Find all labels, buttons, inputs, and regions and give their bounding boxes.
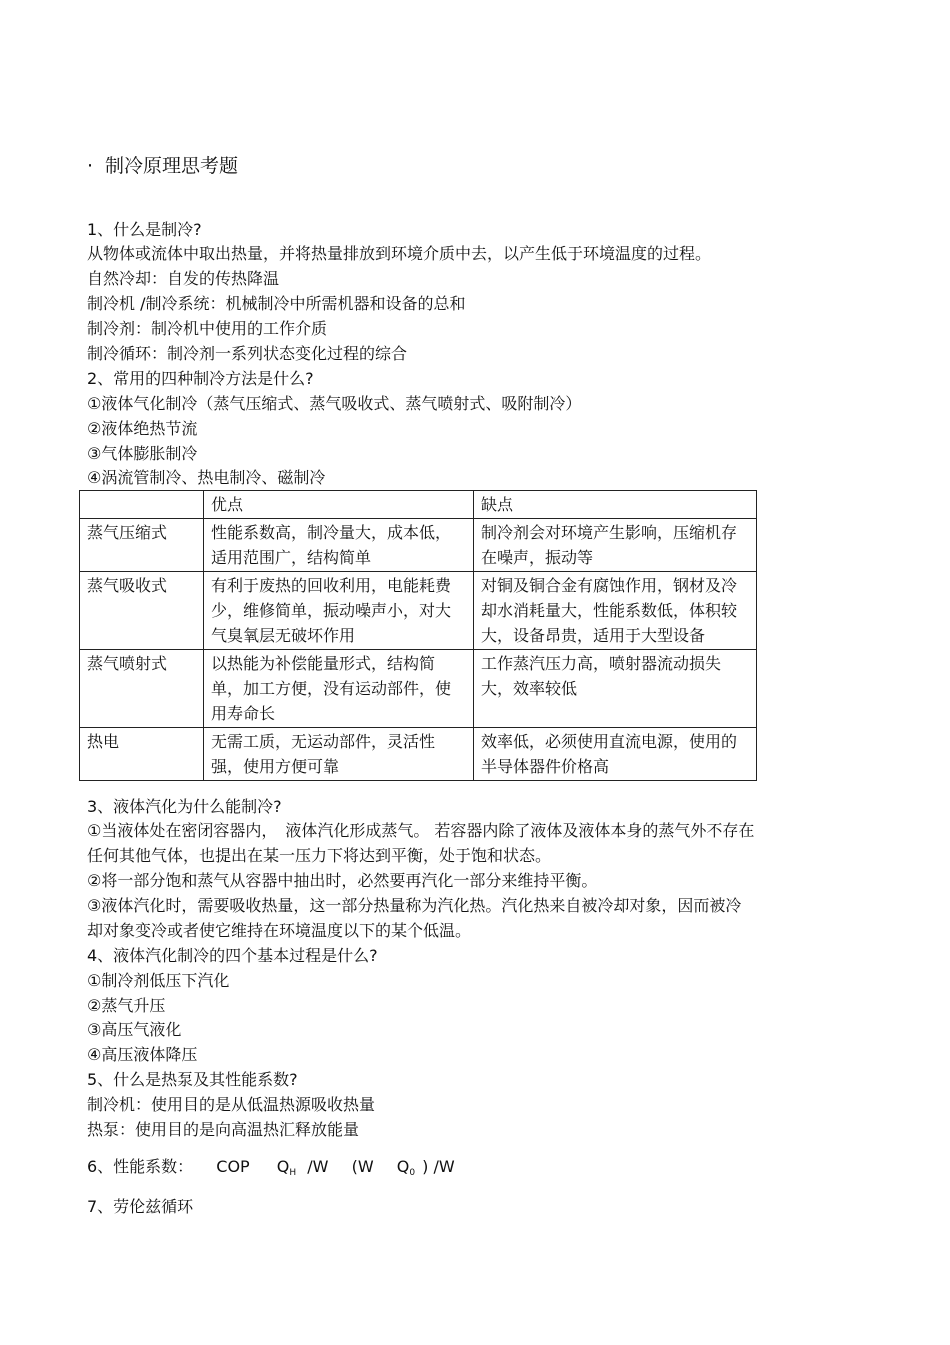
title-bullet: · <box>87 155 94 177</box>
formula-h-sub: H <box>289 1168 297 1178</box>
cons-cell: 效率低，必须使用直流电源，使用的半导体器件价格高 <box>474 728 757 781</box>
method-cell: 蒸气吸收式 <box>80 572 204 650</box>
formula-over-w: /W <box>307 1157 329 1176</box>
question-5: 5、什么是热泵及其性能系数? <box>87 1070 298 1089</box>
text-line: ②将一部分饱和蒸气从容器中抽出时，必然要再汽化一部分来维持平衡。 <box>87 871 598 890</box>
page-title <box>87 153 238 179</box>
text-line: 制冷剂：制冷机中使用的工作介质 <box>87 319 328 338</box>
text-line: 制冷机：使用目的是从低温热源吸收热量 <box>87 1095 376 1114</box>
formula-paren-w: (W <box>351 1157 374 1176</box>
pros-cell: 无需工质，无运动部件，灵活性强，使用方便可靠 <box>204 728 474 781</box>
text-line: 制冷机 /制冷系统：机械制冷中所需机器和设备的总和 <box>87 294 466 313</box>
text-line: ④涡流管制冷、热电制冷、磁制冷 <box>87 468 326 487</box>
comparison-table <box>79 490 757 781</box>
table-row <box>80 572 757 650</box>
text-line: ①液体气化制冷（蒸气压缩式、蒸气吸收式、蒸气喷射式、吸附制冷） <box>87 394 582 413</box>
text-line: ③高压气液化 <box>87 1020 182 1039</box>
header-cell: 缺点 <box>474 491 757 519</box>
question-1: 1、什么是制冷? <box>87 220 202 239</box>
question-2: 2、常用的四种制冷方法是什么? <box>87 369 314 388</box>
text-line: 却对象变冷或者使它维持在环境温度以下的某个低温。 <box>87 921 472 940</box>
table-row <box>80 650 757 728</box>
question-3: 3、液体汽化为什么能制冷? <box>87 797 282 816</box>
formula-label: 6、性能系数： <box>87 1157 194 1176</box>
method-cell: 蒸气压缩式 <box>80 519 204 572</box>
pros-cell: 有利于废热的回收利用，电能耗费少，维修简单，振动噪声小，对大气臭氧层无破坏作用 <box>204 572 474 650</box>
cop-formula <box>87 1155 455 1185</box>
text-line: ③液体汽化时，需要吸收热量，这一部分热量称为汽化热。汽化热来自被冷却对象，因而被冷 <box>87 896 742 915</box>
cons-cell: 对铜及铜合金有腐蚀作用，钢材及冷却水消耗量大，性能系数低，体积较大，设备昂贵，适用于大型设备 <box>474 572 757 650</box>
formula-close-over-w: ) /W <box>422 1157 455 1176</box>
method-cell: 蒸气喷射式 <box>80 650 204 728</box>
text-line: ②液体绝热节流 <box>87 419 198 438</box>
text-line: ②蒸气升压 <box>87 996 166 1015</box>
formula-q: Q <box>276 1157 290 1176</box>
text-line: ①制冷剂低压下汽化 <box>87 971 230 990</box>
text-line: 任何其他气体，也提出在某一压力下将达到平衡，处于饱和状态。 <box>87 846 552 865</box>
header-cell <box>80 491 204 519</box>
table-header-row <box>80 491 757 519</box>
title-text: 制冷原理思考题 <box>105 155 239 177</box>
pros-cell: 性能系数高，制冷量大，成本低，适用范围广，结构简单 <box>204 519 474 572</box>
table-row <box>80 728 757 781</box>
pros-cell: 以热能为补偿能量形式，结构简单，加工方便，没有运动部件，使用寿命长 <box>204 650 474 728</box>
method-cell: 热电 <box>80 728 204 781</box>
text-line: 从物体或流体中取出热量，并将热量排放到环境介质中去，以产生低于环境温度的过程。 <box>87 244 712 263</box>
text-line: ①当液体处在密闭容器内， 液体汽化形成蒸气。 若容器内除了液体及液体本身的蒸气外不存在 <box>87 821 755 840</box>
text-line: 热泵：使用目的是向高温热汇释放能量 <box>87 1120 360 1139</box>
formula-q0: Q <box>396 1157 410 1176</box>
formula-cop: COP <box>216 1157 250 1176</box>
question-4: 4、液体汽化制冷的四个基本过程是什么? <box>87 946 378 965</box>
cons-cell: 制冷剂会对环境产生影响，压缩机存在噪声，振动等 <box>474 519 757 572</box>
text-line: 制冷循环：制冷剂一系列状态变化过程的综合 <box>87 344 408 363</box>
text-line: 自然冷却：自发的传热降温 <box>87 269 280 288</box>
header-cell: 优点 <box>204 491 474 519</box>
table-row <box>80 519 757 572</box>
question-7: 7、劳伦兹循环 <box>87 1197 194 1216</box>
text-line: ④高压液体降压 <box>87 1045 198 1064</box>
cons-cell: 工作蒸汽压力高，喷射器流动损失大，效率较低 <box>474 650 757 728</box>
text-line: ③气体膨胀制冷 <box>87 444 198 463</box>
formula-zero-sub: 0 <box>409 1168 416 1178</box>
